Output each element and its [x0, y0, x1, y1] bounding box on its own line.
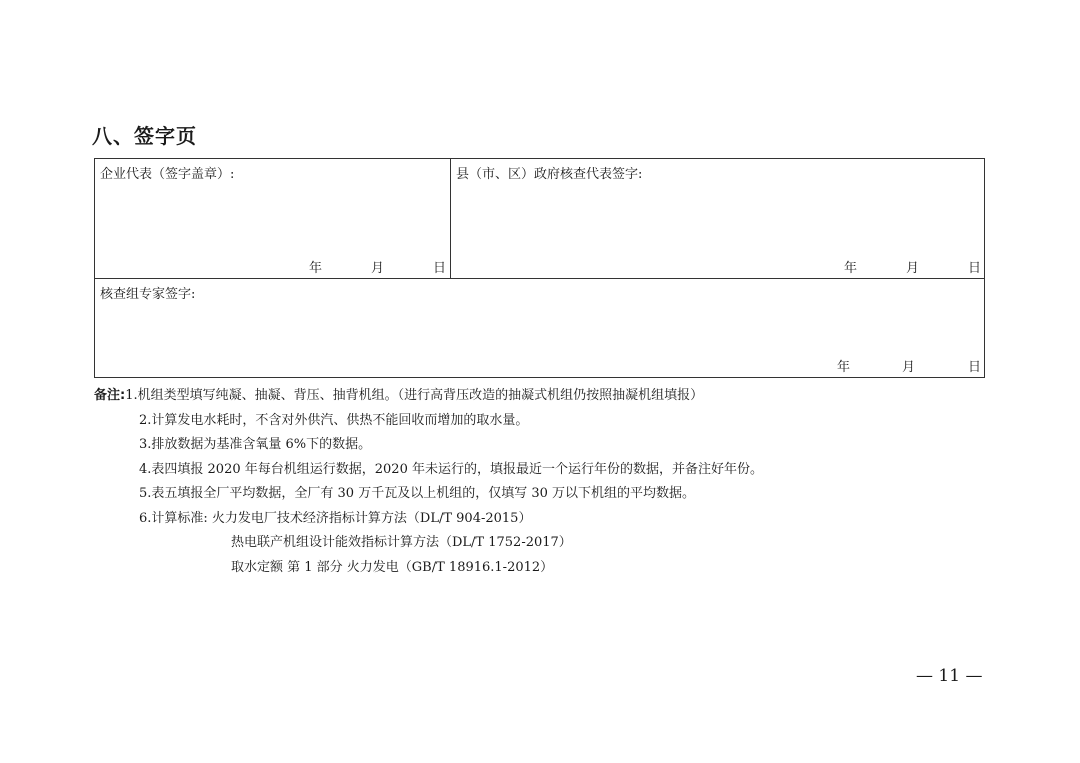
note-line-1 — [94, 384, 763, 409]
note-item: 3.排放数据为基准含氧量 6%下的数据。 — [139, 437, 372, 452]
government-signature-cell — [451, 159, 984, 278]
page-number: — 11 — — [916, 666, 983, 686]
note-item: 2.计算发电水耗时，不含对外供汽、供热不能回收而增加的取水量。 — [139, 412, 529, 428]
notes-section — [94, 384, 763, 580]
government-date-year: 年 — [844, 261, 858, 276]
enterprise-date-day: 日 — [433, 261, 447, 276]
standard-item: 取水定额 第 1 部分 火力发电（GB/T 18916.1-2012） — [231, 559, 554, 575]
expert-date-month: 月 — [902, 360, 916, 375]
standard-item: 热电联产机组设计能效指标计算方法（DL/T 1752-2017） — [231, 535, 572, 550]
expert-date-year: 年 — [837, 360, 851, 375]
government-date-day: 日 — [968, 261, 982, 276]
enterprise-representative-label: 企业代表（签字盖章）: — [100, 167, 235, 182]
note-item: 1.机组类型填写纯凝、抽凝、背压、抽背机组。（进行高背压改造的抽凝式机组仍按照抽凝机组填报） — [125, 388, 704, 403]
expert-signature-cell — [95, 279, 984, 377]
government-representative-label: 县（市、区）政府核查代表签字: — [456, 167, 643, 182]
signature-row-top — [95, 159, 984, 279]
government-date-month: 月 — [906, 261, 920, 276]
enterprise-date-month: 月 — [371, 261, 385, 276]
expert-date-day: 日 — [968, 360, 982, 375]
section-title: 八、签字页 — [92, 124, 197, 148]
note-item: 4.表四填报 2020 年每台机组运行数据，2020 年未运行的，填报最近一个运行年份的数据，并备注好年份。 — [139, 461, 763, 477]
note-item: 5.表五填报全厂平均数据，全厂有 30 万千瓦及以上机组的，仅填写 30 万以下机组的平均数据。 — [139, 486, 696, 501]
enterprise-date-year: 年 — [309, 261, 323, 276]
expert-group-label: 核查组专家签字: — [100, 287, 196, 302]
note-item: 6.计算标准: 火力发电厂技术经济指标计算方法（DL/T 904-2015） — [139, 510, 532, 526]
enterprise-signature-cell — [95, 159, 451, 278]
signature-table — [94, 158, 985, 378]
notes-heading: 备注: — [94, 388, 126, 403]
